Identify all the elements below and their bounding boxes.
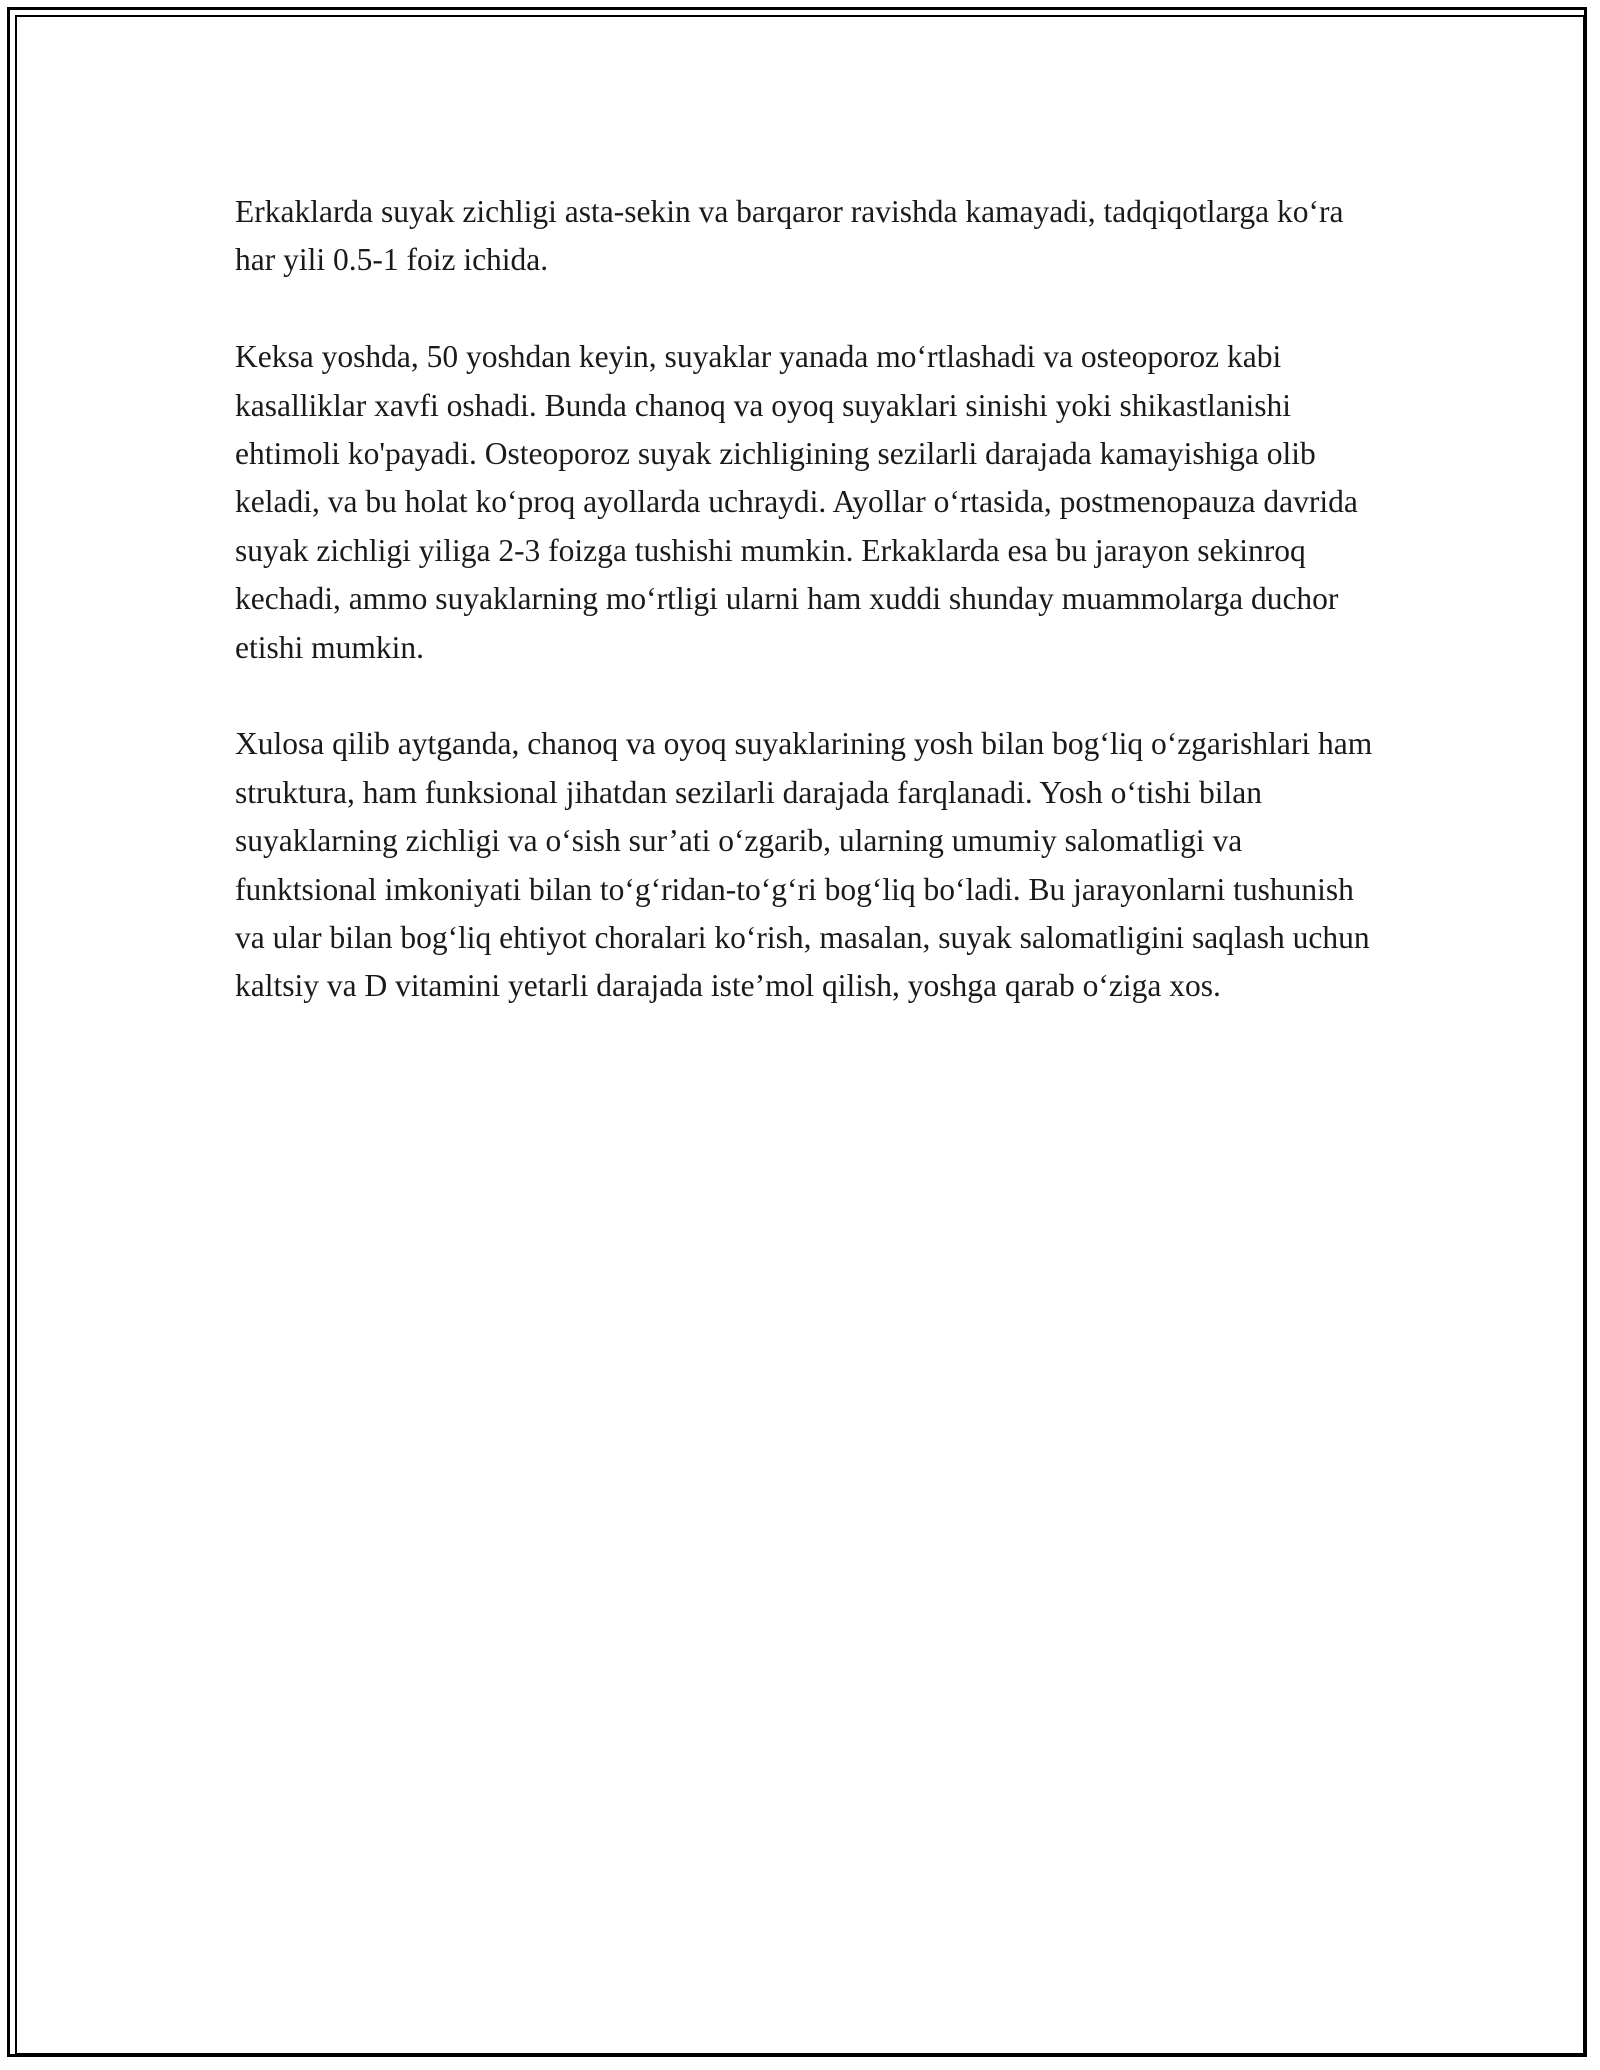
- document-body: [235, 188, 1375, 1059]
- paragraph-3: Xulosa qilib aytganda, chanoq va oyoq suyaklarining yosh bilan bog‘liq o‘zgarishlari ham struktura, ham funksional jihatdan sezilarli darajada farqlanadi. Yosh o‘tishi bilan suyaklarning zichligi va o‘sish sur’ati o‘zgarib, ularning umumiy salomatligi va funktsional imkoniyati bilan to‘g‘ridan-to‘g‘ri bog‘liq bo‘ladi. Bu jarayonlarni tushunish va ular bilan bog‘liq ehtiyot choralari ko‘rish, masalan, suyak salomatligini saqlash uchun kaltsiy va D vitamini yetarli darajada iste’mol qilish, yoshga qarab o‘ziga xos.: [235, 726, 1373, 1004]
- paragraph-2: Keksa yoshda, 50 yoshdan keyin, suyaklar yanada mo‘rtlashadi va osteoporoz kabi kasalliklar xavfi oshadi. Bunda chanoq va oyoq suyaklari sinishi yoki shikastlanishi ehtimoli ko'payadi. Osteoporoz suyak zichligining sezilarli darajada kamayishiga olib keladi, va bu holat ko‘proq ayollarda uchraydi. Ayollar o‘rtasida, postmenopauza davrida suyak zichligi yiliga 2-3 foizga tushishi mumkin. Erkaklarda esa bu jarayon sekinroq kechadi, ammo suyaklarning mo‘rtligi ularni ham xuddi shunday muammolarga duchor etishi mumkin.: [235, 339, 1358, 665]
- paragraph-1: Erkaklarda suyak zichligi asta-sekin va barqaror ravishda kamayadi, tadqiqotlarga ko‘ra har yili 0.5-1 foiz ichida.: [235, 194, 1344, 278]
